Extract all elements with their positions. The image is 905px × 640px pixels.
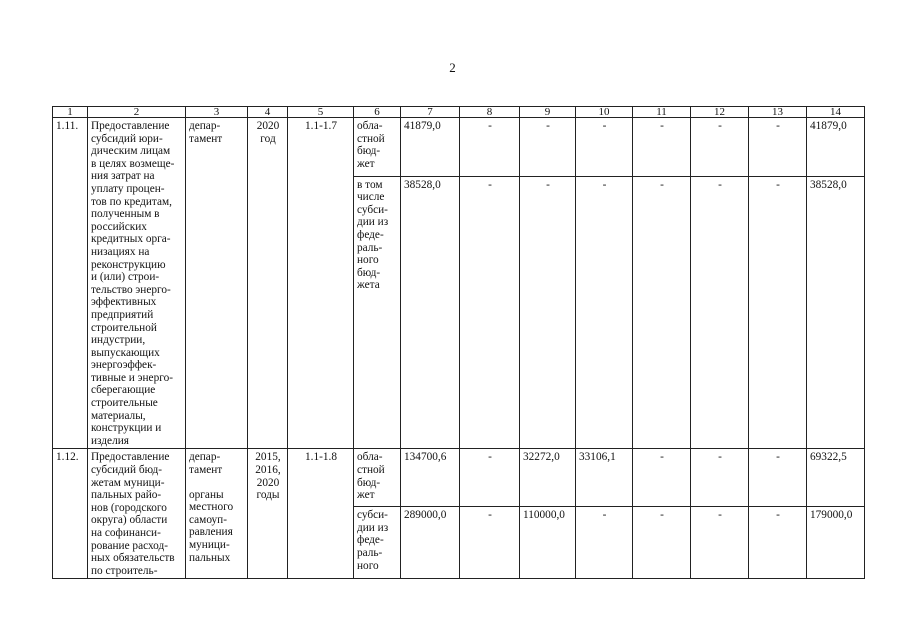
value-cell-col10: - (576, 118, 633, 177)
header-cell-7: 7 (401, 107, 460, 118)
description-line: тов по кредитам, (91, 195, 172, 208)
source-line: феде- (357, 228, 384, 241)
executor-line: тамент (189, 132, 223, 145)
source-line: ного (357, 254, 379, 267)
value-cell-col14: 179000,0 (807, 507, 865, 579)
executor-line: муници- (189, 539, 230, 551)
source-line: субси- (357, 509, 388, 522)
funding-source-cell (354, 449, 401, 507)
source-line: числе (357, 191, 385, 204)
header-cell-12: 12 (691, 107, 749, 118)
description-line: округа) области (91, 514, 168, 527)
source-line: бюд- (357, 145, 381, 158)
description-line: индустрии, (91, 334, 146, 347)
value-cell-col7: 289000,0 (401, 507, 460, 579)
description-line: Предоставление (91, 451, 170, 464)
period-line: 2016, (255, 464, 281, 477)
description-line: эффективных (91, 296, 157, 309)
description-line: реконструкцию (91, 258, 166, 271)
description-line: строительной (91, 321, 157, 334)
value-cell-col7: 41879,0 (401, 118, 460, 177)
source-line: ного (357, 559, 379, 572)
header-cell-13: 13 (749, 107, 807, 118)
source-line: раль- (357, 546, 383, 559)
header-cell-10: 10 (576, 107, 633, 118)
value-cell-col7: 38528,0 (401, 176, 460, 449)
description-line: предприятий (91, 308, 154, 321)
value-cell-col14: 41879,0 (807, 118, 865, 177)
source-line: стной (357, 464, 385, 477)
source-line: в том (357, 178, 383, 191)
value-cell-col13: - (749, 507, 807, 579)
description-line: тельство энерго- (91, 283, 171, 296)
value-cell-col7: 134700,6 (401, 449, 460, 507)
value-cell-col8: - (460, 118, 520, 177)
value-cell-col10: - (576, 507, 633, 579)
row-number-cell: 1.11. (53, 118, 88, 449)
source-line: обла- (357, 451, 383, 464)
funding-source-cell (354, 507, 401, 579)
source-line: стной (357, 132, 385, 145)
description-line: дическим лицам (91, 145, 171, 158)
value-cell-col13: - (749, 176, 807, 449)
value-cell-col12: - (691, 118, 749, 177)
source-line: феде- (357, 534, 384, 547)
value-cell-col9: 32272,0 (520, 449, 576, 507)
header-row (53, 107, 865, 118)
description-cell (88, 118, 186, 449)
value-cell-col9: - (520, 118, 576, 177)
header-cell-11: 11 (633, 107, 691, 118)
description-line: пальных райо- (91, 489, 162, 502)
source-line: субси- (357, 203, 388, 216)
source-line: обла- (357, 120, 383, 132)
page-number: 2 (449, 60, 456, 75)
description-line: сберегающие (91, 384, 156, 397)
value-cell-col10: 33106,1 (576, 449, 633, 507)
description-line: тивные и энерго- (91, 371, 173, 384)
period-cell (248, 118, 288, 449)
description-line: рование расход- (91, 539, 169, 552)
description-line: Предоставление (91, 120, 170, 132)
source-line: жет (357, 489, 375, 502)
description-line: энергоэффек- (91, 359, 157, 372)
period-line: годы (256, 489, 280, 502)
value-cell-col13: - (749, 449, 807, 507)
description-line: полученным в (91, 208, 160, 221)
header-cell-2: 2 (88, 107, 186, 118)
description-line: материалы, (91, 409, 146, 422)
header-cell-14: 14 (807, 107, 865, 118)
value-cell-col11: - (633, 176, 691, 449)
description-line: и (или) строи- (91, 271, 160, 284)
value-cell-col9: - (520, 176, 576, 449)
header-cell-4: 4 (248, 107, 288, 118)
description-line: жетам муници- (91, 476, 165, 489)
value-cell-col9: 110000,0 (520, 507, 576, 579)
header-cell-3: 3 (186, 107, 248, 118)
description-line: субсидий юри- (91, 132, 163, 145)
period-line: год (260, 132, 276, 145)
source-line: дии из (357, 521, 389, 534)
executor-line: самоуп- (189, 513, 227, 526)
description-line: на софинанси- (91, 527, 161, 539)
description-line: по строитель- (91, 564, 158, 577)
executor-cell (186, 118, 248, 449)
table-row (53, 449, 865, 507)
description-line: конструкции и (91, 422, 162, 435)
source-line: жет (357, 157, 375, 170)
description-line: нов (городского (91, 501, 167, 514)
executor-line: депар- (189, 451, 221, 464)
value-cell-col12: - (691, 507, 749, 579)
value-cell-col11: - (633, 507, 691, 579)
period-line: 2015, (255, 451, 281, 464)
description-line: российских (91, 220, 147, 233)
executor-line: органы (189, 488, 224, 501)
description-line: низациях на (91, 245, 150, 258)
executor-line: пальных (189, 551, 231, 564)
value-cell-col12: - (691, 176, 749, 449)
executor-line: равления (189, 526, 233, 539)
executor-line: местного (189, 501, 234, 514)
value-cell-col13: - (749, 118, 807, 177)
description-line: уплату процен- (91, 182, 165, 195)
source-line: дии из (357, 216, 389, 229)
description-cell (88, 449, 186, 579)
table-row (53, 118, 865, 177)
value-cell-col11: - (633, 449, 691, 507)
budget-table (52, 106, 865, 579)
indicator-code-cell: 1.1-1.7 (288, 118, 354, 449)
description-line: ных обязательств (91, 552, 175, 565)
funding-source-cell (354, 118, 401, 177)
source-line: раль- (357, 241, 383, 254)
source-line: бюд- (357, 476, 381, 489)
description-line: субсидий бюд- (91, 464, 162, 477)
description-line: ния затрат на (91, 170, 155, 183)
executor-cell (186, 449, 248, 579)
period-line: 2020 (256, 120, 280, 132)
description-line: изделия (91, 434, 129, 447)
executor-line: депар- (189, 120, 221, 132)
indicator-code-cell: 1.1-1.8 (288, 449, 354, 579)
description-line: кредитных орга- (91, 233, 171, 246)
source-line: бюд- (357, 266, 381, 279)
header-cell-5: 5 (288, 107, 354, 118)
value-cell-col8: - (460, 176, 520, 449)
description-line: в целях возмеще- (91, 157, 175, 170)
description-line: строительные (91, 397, 158, 410)
header-cell-1: 1 (53, 107, 88, 118)
row-number-cell: 1.12. (53, 449, 88, 579)
description-line: выпускающих (91, 346, 160, 359)
executor-line: тамент (189, 464, 223, 477)
value-cell-col8: - (460, 507, 520, 579)
header-cell-9: 9 (520, 107, 576, 118)
funding-source-cell (354, 176, 401, 449)
period-line: 2020 (256, 476, 280, 489)
source-line: жета (357, 279, 380, 292)
period-cell (248, 449, 288, 579)
header-cell-6: 6 (354, 107, 401, 118)
value-cell-col10: - (576, 176, 633, 449)
header-cell-8: 8 (460, 107, 520, 118)
value-cell-col14: 38528,0 (807, 176, 865, 449)
value-cell-col11: - (633, 118, 691, 177)
executor-line (189, 477, 245, 489)
value-cell-col12: - (691, 449, 749, 507)
value-cell-col14: 69322,5 (807, 449, 865, 507)
value-cell-col8: - (460, 449, 520, 507)
